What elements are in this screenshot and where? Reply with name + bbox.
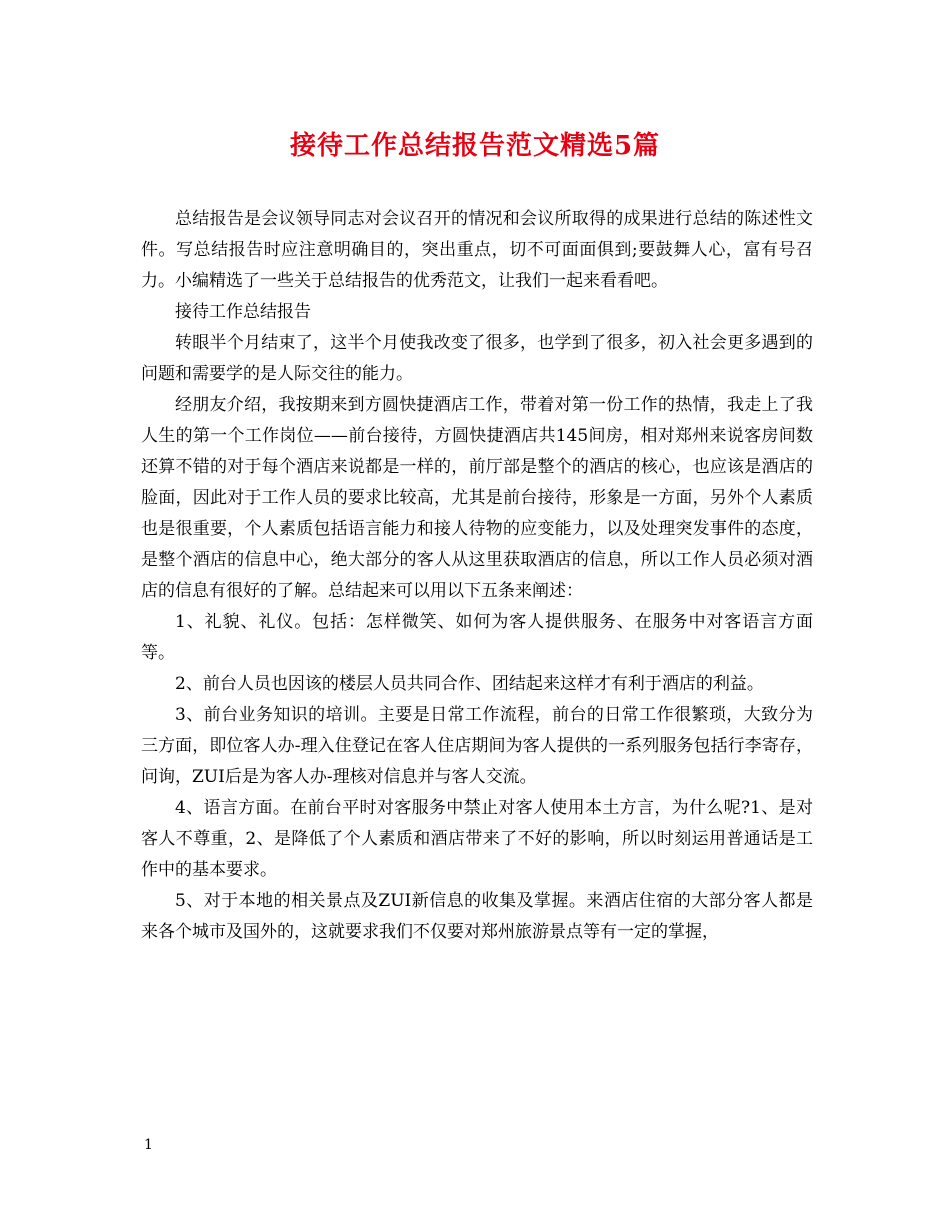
paragraph-opening: 转眼半个月结束了，这半个月使我改变了很多，也学到了很多，初入社会更多遇到的问题和需要学的是人际交往的能力。: [141, 333, 813, 384]
paragraph-item-3: 3、前台业务知识的培训。主要是日常工作流程，前台的日常工作很繁琐，大致分为三方面，即位客人办-理入住登记在客人住店期间为客人提供的一系列服务包括行李寄存，问询，ZUI后是为客人办-理核对信息并与客人交流。: [141, 705, 813, 787]
paragraph-item-1: 1、礼貌、礼仪。包括：怎样微笑、如何为客人提供服务、在服务中对客语言方面等。: [141, 612, 813, 663]
page-number: 1: [144, 1137, 153, 1153]
paragraph-item-4: 4、语言方面。在前台平时对客服务中禁止对客人使用本土方言，为什么呢?1、是对客人不尊重，2、是降低了个人素质和酒店带来了不好的影响，所以时刻运用普通话是工作中的基本要求。: [141, 798, 813, 880]
paragraph-intro: 总结报告是会议领导同志对会议召开的情况和会议所取得的成果进行总结的陈述性文件。写总结报告时应注意明确目的，突出重点，切不可面面俱到;要鼓舞人心，富有号召力。小编精选了一些关于总结报告的优秀范文，让我们一起来看看吧。: [141, 209, 813, 291]
document-body: [141, 204, 813, 948]
paragraph-item-2: 2、前台人员也因该的楼层人员共同合作、团结起来这样才有利于酒店的利益。: [175, 674, 764, 694]
document-title: 接待工作总结报告范文精选5篇: [289, 131, 661, 161]
paragraph-background: 经朋友介绍，我按期来到方圆快捷酒店工作，带着对第一份工作的热情，我走上了我人生的第一个工作岗位——前台接待，方圆快捷酒店共145间房，相对郑州来说客房间数还算不错的对于每个酒店来说都是一样的，前厅部是整个的酒店的核心，也应该是酒店的脸面，因此对于工作人员的要求比较高，尤其是前台接待，形象是一方面，另外个人素质也是很重要，个人素质包括语言能力和接人待物的应变能力，以及处理突发事件的态度，是整个酒店的信息中心，绝大部分的客人从这里获取酒店的信息，所以工作人员必须对酒店的信息有很好的了解。总结起来可以用以下五条来阐述：: [141, 395, 813, 601]
paragraph-subheading: 接待工作总结报告: [175, 302, 311, 322]
paragraph-item-5: 5、对于本地的相关景点及ZUI新信息的收集及掌握。来酒店住宿的大部分客人都是来各个城市及国外的，这就要求我们不仅要对郑州旅游景点等有一定的掌握，: [141, 891, 813, 942]
